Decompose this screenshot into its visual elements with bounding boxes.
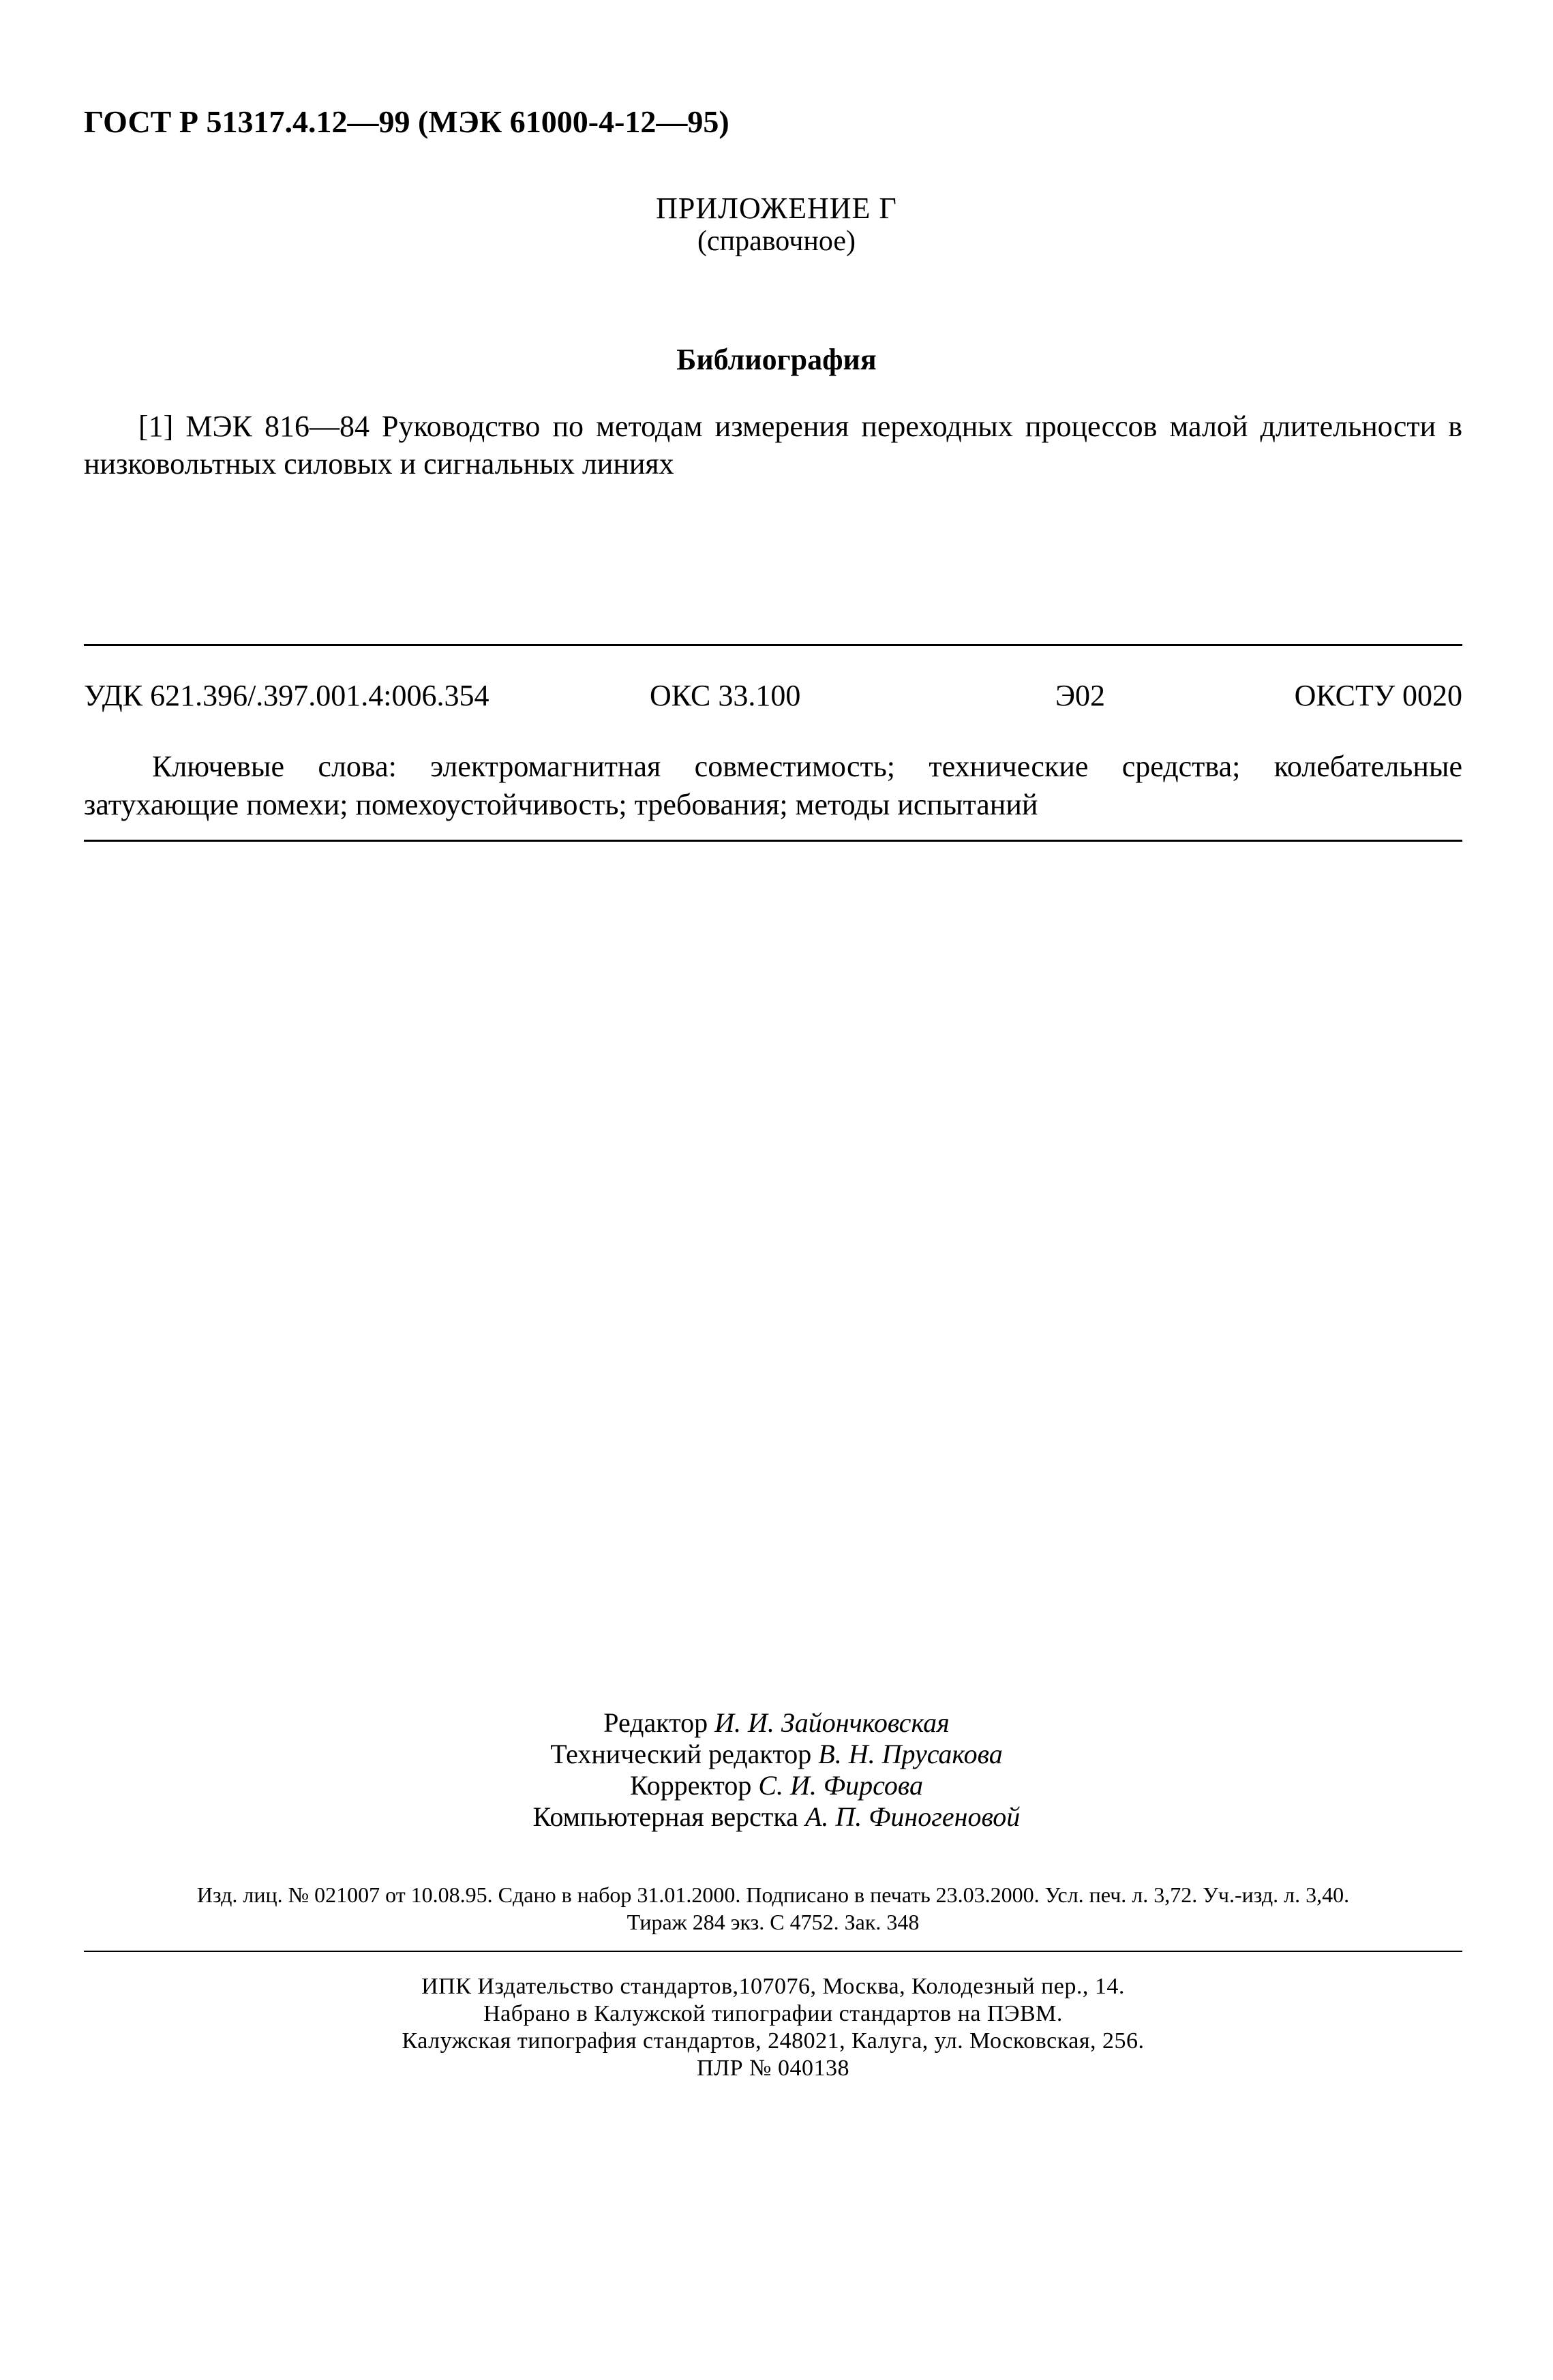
bibliography-title: Библиография (676, 343, 877, 376)
imprint-line-2: Тираж 284 экз. С 4752. Зак. 348 (627, 1910, 920, 1934)
okstu-code: ОКСТУ 0020 (1294, 679, 1462, 712)
appendix-subtitle: (справочное) (697, 226, 856, 257)
credit-tech-editor-name: В. Н. Прусакова (818, 1739, 1003, 1769)
printer-block (84, 1973, 1462, 2082)
keywords: Ключевые слова: электромагнитная совместимость; технические средства; колебательные затухающие помехи; помехоустойчивость; требования; методы испытаний (84, 750, 1462, 821)
divider-imprint (84, 1951, 1462, 1952)
udk-code: УДК 621.396/.397.001.4:006.354 (84, 679, 489, 712)
oks-code: ОКС 33.100 (650, 679, 801, 712)
credits-block (0, 1707, 1553, 1833)
credit-layout-name: А. П. Финогеновой (804, 1801, 1021, 1832)
classification-code: Э02 (1055, 679, 1106, 712)
document-header: ГОСТ Р 51317.4.12—99 (МЭК 61000-4-12—95) (84, 104, 729, 139)
divider-keywords (84, 840, 1462, 842)
credit-editor-name: И. И. Зайончковская (714, 1707, 950, 1738)
printer-line-1: ИПК Издательство стандартов,107076, Москва, Колодезный пер., 14. (421, 1974, 1125, 1999)
imprint-block (84, 1881, 1462, 1936)
divider-top (84, 644, 1462, 646)
printer-line-4: ПЛР № 040138 (697, 2056, 849, 2081)
credit-layout: Компьютерная верстка А. П. Финогеновой (532, 1801, 1021, 1832)
credit-proofreader: Корректор С. И. Фирсова (630, 1770, 923, 1801)
imprint-line-1: Изд. лиц. № 021007 от 10.08.95. Сдано в набор 31.01.2000. Подписано в печать 23.03.2000. Усл. печ. л. 3,72. Уч.-изд. л. 3,40. (196, 1882, 1350, 1907)
printer-line-3: Калужская типография стандартов, 248021, Калуга, ул. Московская, 256. (402, 2028, 1145, 2054)
bibliography-entry: [1] МЭК 816—84 Руководство по методам измерения переходных процессов малой длительности в низковольтных силовых и сигнальных линиях (84, 410, 1462, 480)
classification-row (84, 678, 1462, 719)
credit-tech-editor: Технический редактор В. Н. Прусакова (550, 1739, 1003, 1769)
printer-line-2: Набрано в Калужской типографии стандартов на ПЭВМ. (483, 2001, 1063, 2026)
credit-editor: Редактор И. И. Зайончковская (603, 1707, 950, 1738)
appendix-title: ПРИЛОЖЕНИЕ Г (656, 192, 897, 225)
credit-proofreader-name: С. И. Фирсова (758, 1770, 923, 1801)
